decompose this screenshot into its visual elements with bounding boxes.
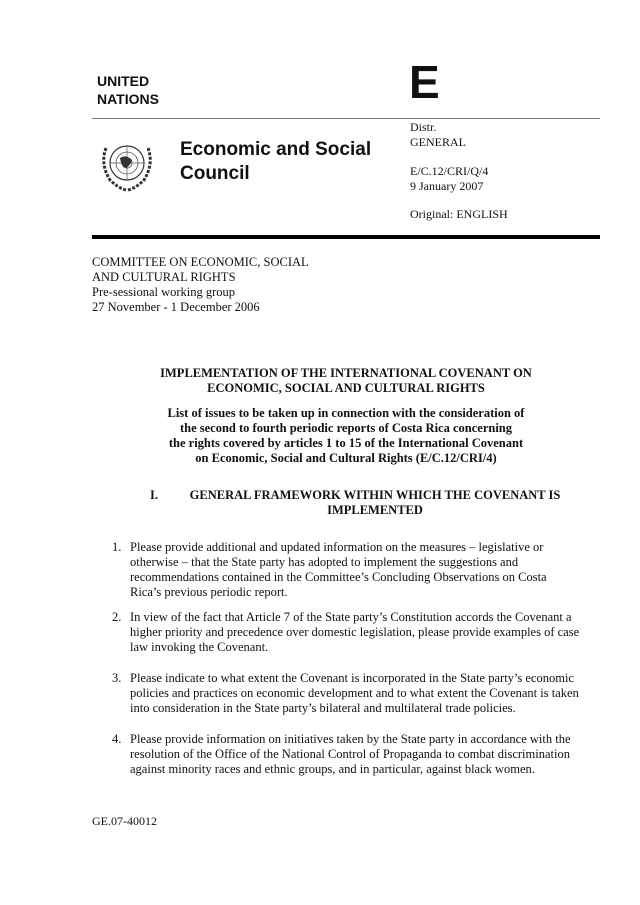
item-number: 3. [112,671,122,685]
distr-label: Distr. [410,120,437,134]
doc-date: 9 January 2007 [410,178,484,193]
item-line: Rica’s previous periodic report. [130,585,288,599]
item-number: 4. [112,732,122,746]
item-line: Please provide additional and updated information on the measures – legislative or [130,540,544,554]
doc-symbol: E/C.12/CRI/Q/4 [410,164,489,178]
committee-block [92,255,309,315]
subtitle-line: the second to fourth periodic reports of Costa Rica concerning [179,421,513,435]
section-title-line: IMPLEMENTED [327,503,423,517]
item-line: policies and practices on economic development and to what extent the Covenant is taken [130,686,579,700]
item-line: against minority races and ethnic groups, and in particular, against black women. [130,762,535,776]
item-line: Please indicate to what extent the Covenant is incorporated in the State party’s economic [130,671,574,685]
council-line: Council [180,163,250,184]
committee-line: COMMITTEE ON ECONOMIC, SOCIAL [92,255,309,269]
title-line: ECONOMIC, SOCIAL AND CULTURAL RIGHTS [207,381,485,395]
footer-code: GE.07-40012 [92,814,157,828]
distr-value: GENERAL [410,134,466,149]
item-line: Please provide information on initiatives taken by the State party in accordance with the [130,732,571,746]
item-line: into consideration in the State party’s bilateral and multilateral trade policies. [130,701,516,715]
section-number: I. [150,488,158,502]
doc-info [410,164,488,193]
document-series-letter: E [409,56,440,108]
distribution [410,120,466,149]
item-number: 1. [112,540,122,554]
item-number: 2. [112,610,122,624]
org-line: UNITED [97,73,150,89]
item-line: In view of the fact that Article 7 of the State party’s Constitution accords the Covenant a [130,610,572,624]
original-language: Original: ENGLISH [410,207,508,221]
item-line: law invoking the Covenant. [130,640,269,654]
subtitle-line: the rights covered by articles 1 to 15 of the International Covenant [168,436,524,450]
section-title [180,488,570,518]
org-line: NATIONS [97,91,159,107]
document-subtitle [92,406,600,466]
header-divider [92,118,600,119]
header-thick-divider [92,235,600,239]
un-emblem-icon [96,136,158,194]
item-line: resolution of the Office of the National Control of Propaganda to combat discrimination [130,747,570,761]
org-name [97,72,159,108]
document-title [92,366,600,396]
subtitle-line: on Economic, Social and Cultural Rights (E/C.12/CRI/4) [195,451,497,465]
title-line: IMPLEMENTATION OF THE INTERNATIONAL COVENANT ON [160,366,532,380]
item-line: otherwise – that the State party has adopted to implement the suggestions and [130,555,519,569]
subtitle-line: List of issues to be taken up in connection with the consideration of [167,406,525,420]
council-name [180,138,371,186]
item-line: higher priority and precedence over domestic legislation, please provide examples of case [130,625,580,639]
committee-line: Pre-sessional working group [92,285,236,299]
committee-line: 27 November - 1 December 2006 [92,300,260,314]
committee-line: AND CULTURAL RIGHTS [92,270,236,284]
item-line: recommendations contained in the Committee’s Concluding Observations on Costa [130,570,547,584]
section-title-line: GENERAL FRAMEWORK WITHIN WHICH THE COVENANT IS [189,488,561,502]
council-line: Economic and Social [180,139,372,160]
